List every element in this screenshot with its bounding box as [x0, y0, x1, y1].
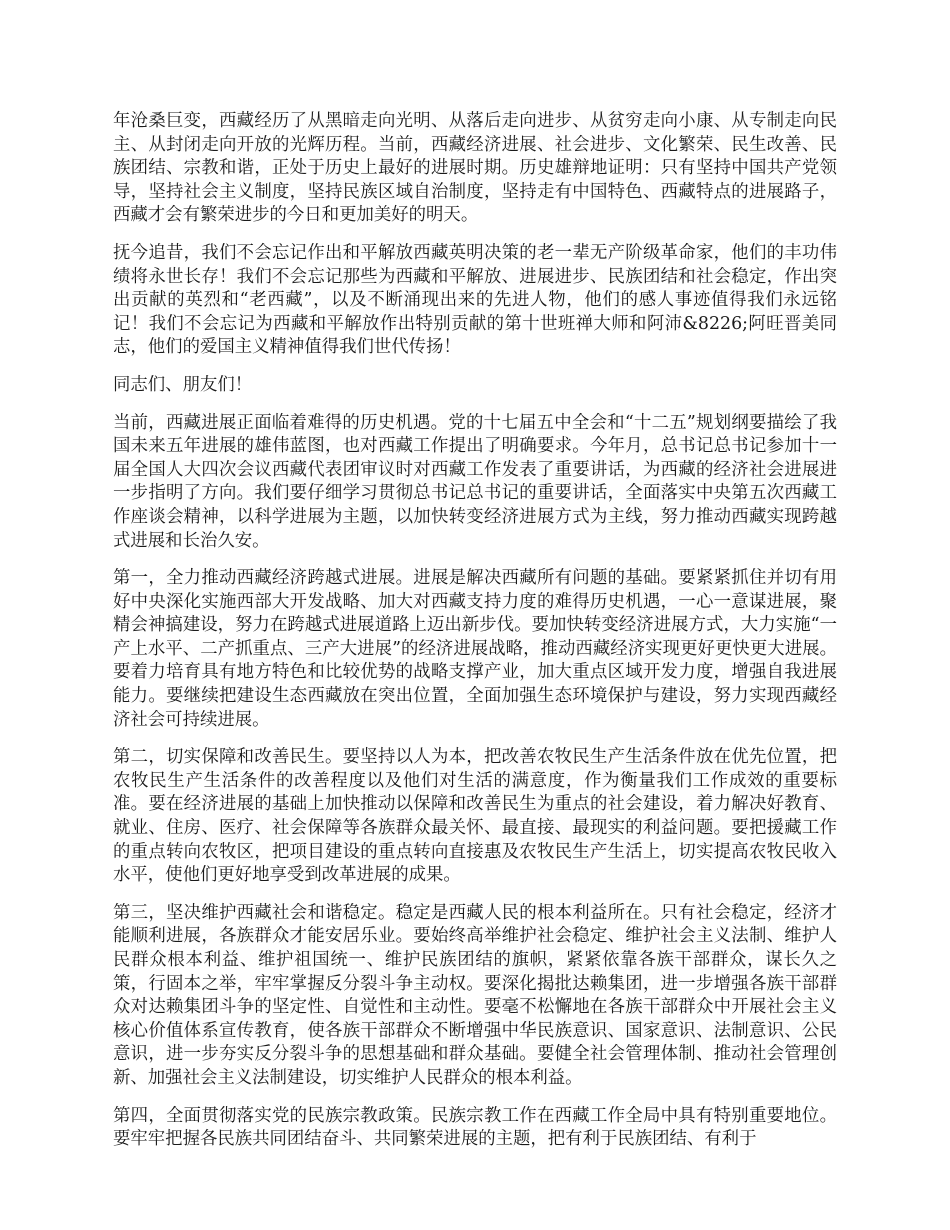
paragraph-achievements: 年沧桑巨变，西藏经历了从黑暗走向光明、从落后走向进步、从贫穷走向小康、从专制走向民主、从封闭走向开放的光辉历程。当前，西藏经济进展、社会进步、文化繁荣、民生改善、民族团结、宗教和谐，正处于历史上最好的进展时期。历史雄辩地证明：只有坚持中国共产党领导，坚持社会主义制度，坚持民族区域自治制度，坚持走有中国特色、西藏特点的进展路子，西藏才会有繁荣进步的今日和更加美好的明天。 — [113, 111, 837, 226]
paragraph-second-point: 第二，切实保障和改善民生。要坚持以人为本，把改善农牧民生产生活条件放在优先位置，把农牧民生产生活条件的改善程度以及他们对生活的满意度，作为衡量我们工作成效的重要标准。要在经济进展的基础上加快推动以保障和改善民生为重点的社会建设，着力解决好教育、就业、住房、医疗、社会保障等各族群众最关怀、最直接、最现实的利益问题。要把援藏工作的重点转向农牧区，把项目建设的重点转向直接惠及农牧民生产生活上，切实提高农牧民收入水平，使他们更好地享受到改革进展的成果。 — [113, 747, 837, 886]
paragraph-fourth-point: 第四，全面贯彻落实党的民族宗教政策。民族宗教工作在西藏工作全局中具有特别重要地位。要牢牢把握各民族共同团结奋斗、共同繁荣进展的主题，把有利于民族团结、有利于 — [113, 1105, 837, 1150]
paragraph-first-point: 第一，全力推动西藏经济跨越式进展。进展是解决西藏所有问题的基础。要紧紧抓住并切有用好中央深化实施西部大开发战略、加大对西藏支持力度的难得历史机遇，一心一意谋进展，聚精会神搞建设，努力在跨越式进展道路上迈出新步伐。要加快转变经济进展方式，大力实施“一产上水平、二产抓重点、三产大进展”的经济进展战略，推动西藏经济实现更好更快更大进展。要着力培育具有地方特色和比较优势的战略支撑产业，加大重点区域开发力度，增强自我进展能力。要继续把建设生态西藏放在突出位置，全面加强生态环境保护与建设，努力实现西藏经济社会可持续进展。 — [113, 568, 837, 730]
paragraph-remembrance: 抚今追昔，我们不会忘记作出和平解放西藏英明决策的老一辈无产阶级革命家，他们的丰功伟绩将永世长存！我们不会忘记那些为西藏和平解放、进展进步、民族团结和社会稳定，作出突出贡献的英烈和“老西藏”，以及不断涌现出来的先进人物，他们的感人事迹值得我们永远铭记！我们不会忘记为西藏和平解放作出特别贡献的第十世班禅大师和阿沛&8226;阿旺晋美同志，他们的爱国主义精神值得我们世代传扬！ — [113, 242, 837, 358]
document-page — [113, 110, 837, 1166]
paragraph-salutation: 同志们、朋友们！ — [113, 374, 253, 395]
paragraph-third-point: 第三，坚决维护西藏社会和谐稳定。稳定是西藏人民的根本利益所在。只有社会稳定，经济才能顺利进展，各族群众才能安居乐业。要始终高举维护社会稳定、维护社会主义法制、维护人民群众根本利益、维护祖国统一、维护民族团结的旗帜，紧紧依靠各族干部群众，谋长久之策，行固本之举，牢牢掌握反分裂斗争主动权。要深化揭批达赖集团，进一步增强各族干部群众对达赖集团斗争的坚定性、自觉性和主动性。要毫不松懈地在各族干部群众中开展社会主义核心价值体系宣传教育，使各族干部群众不断增强中华民族意识、国家意识、法制意识、公民意识，进一步夯实反分裂斗争的思想基础和群众基础。要健全社会管理体制、推动社会管理创新、加强社会主义法制建设，切实维护人民群众的根本利益。 — [113, 902, 837, 1088]
paragraph-opportunity: 当前，西藏进展正面临着难得的历史机遇。党的十七届五中全会和“十二五”规划纲要描绘了我国未来五年进展的雄伟蓝图，也对西藏工作提出了明确要求。今年月，总书记总书记参加十一届全国人大四次会议西藏代表团审议时对西藏工作发表了重要讲话，为西藏的经济社会进展进一步指明了方向。我们要仔细学习贯彻总书记总书记的重要讲话，全面落实中央第五次西藏工作座谈会精神，以科学进展为主题，以加快转变经济进展方式为主线，努力推动西藏实现跨越式进展和长治久安。 — [113, 412, 837, 551]
